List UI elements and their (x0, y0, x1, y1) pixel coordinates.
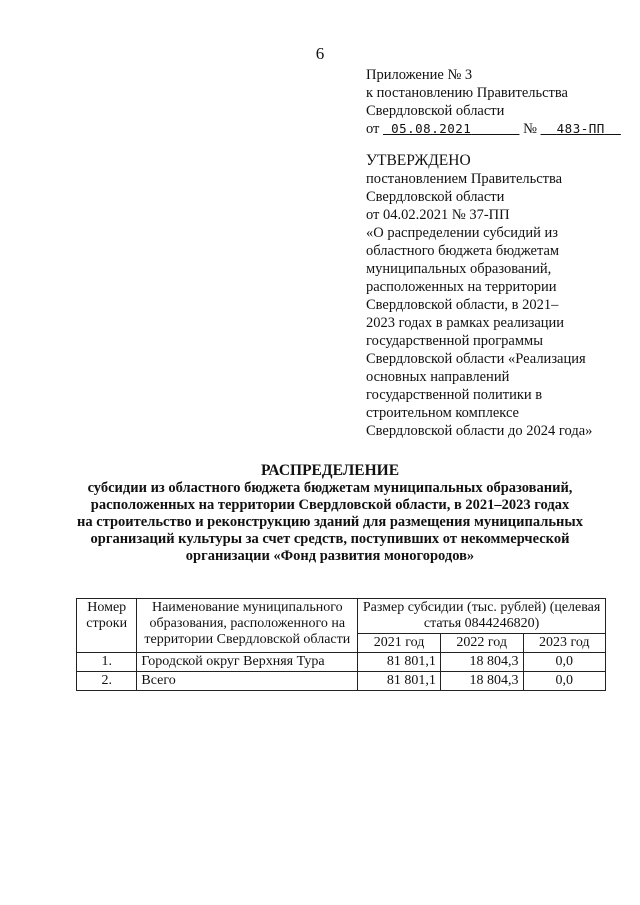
appendix-line-2: к постановлению Правительства (366, 85, 568, 101)
number-value: 483-ПП (556, 121, 605, 136)
approved-line: основных направлений (366, 369, 510, 385)
approved-heading: УТВЕРЖДЕНО (366, 152, 471, 169)
approved-line: строительном комплексе (366, 405, 519, 421)
header-row-number: Номер строки (77, 599, 137, 653)
header-municipality-name: Наименование муниципального образования, расположенного на территории Свердловской области (137, 599, 358, 653)
row-number: 2. (77, 672, 137, 691)
approved-block (366, 152, 626, 440)
header-year-2023: 2023 год (523, 634, 606, 653)
table-row (77, 653, 606, 672)
row-value-2022: 18 804,3 (440, 653, 523, 672)
approved-line: постановлением Правительства (366, 171, 563, 187)
appendix-block (366, 66, 636, 138)
title-line: организаций культуры за счет средств, поступивших от некоммерческой (90, 531, 570, 547)
title-main: РАСПРЕДЕЛЕНИЕ (260, 462, 400, 479)
approved-line: расположенных на территории (366, 279, 557, 295)
row-municipality: Городской округ Верхняя Тура (137, 653, 358, 672)
row-value-2021: 81 801,1 (358, 653, 441, 672)
page-number: 6 (315, 44, 325, 63)
row-value-2023: 0,0 (523, 672, 606, 691)
title-line: расположенных на территории Свердловской области, в 2021–2023 годах (90, 497, 570, 513)
row-value-2021: 81 801,1 (358, 672, 441, 691)
appendix-date-line (366, 120, 636, 138)
appendix-line-1: Приложение № 3 (366, 67, 473, 83)
approved-line: государственной программы (366, 333, 543, 349)
approved-line: «О распределении субсидий из (366, 225, 558, 241)
row-value-2022: 18 804,3 (440, 672, 523, 691)
appendix-line-3: Свердловской области (366, 103, 505, 119)
date-prefix: от (366, 121, 380, 137)
approved-line: Свердловской области «Реализация (366, 351, 586, 367)
approved-line: областного бюджета бюджетам (366, 243, 560, 259)
table-header-row (77, 599, 606, 634)
approved-line: Свердловской области, в 2021– (366, 297, 559, 313)
header-subsidy-amount: Размер субсидии (тыс. рублей) (целевая статья 0844246820) (358, 599, 606, 634)
approved-line: государственной политики в (366, 387, 543, 403)
title-line: на строительство и реконструкцию зданий для размещения муниципальных (77, 514, 583, 530)
header-year-2021: 2021 год (358, 634, 441, 653)
title-line: организации «Фонд развития моногородов» (185, 548, 475, 564)
document-title (70, 462, 590, 565)
row-municipality: Всего (137, 672, 358, 691)
approved-line: Свердловской области (366, 189, 505, 205)
approved-line: муниципальных образований, (366, 261, 552, 277)
header-year-2022: 2022 год (440, 634, 523, 653)
approved-line: 2023 годах в рамках реализации (366, 315, 565, 331)
title-line: субсидии из областного бюджета бюджетам муниципальных образований, (87, 480, 573, 496)
approved-line: от 04.02.2021 № 37-ПП (366, 207, 510, 223)
date-value: 05.08.2021 (391, 121, 472, 136)
row-value-2023: 0,0 (523, 653, 606, 672)
row-number: 1. (77, 653, 137, 672)
number-prefix: № (523, 121, 537, 137)
table-row (77, 672, 606, 691)
approved-line: Свердловской области до 2024 года» (366, 423, 593, 439)
distribution-table (76, 598, 606, 691)
